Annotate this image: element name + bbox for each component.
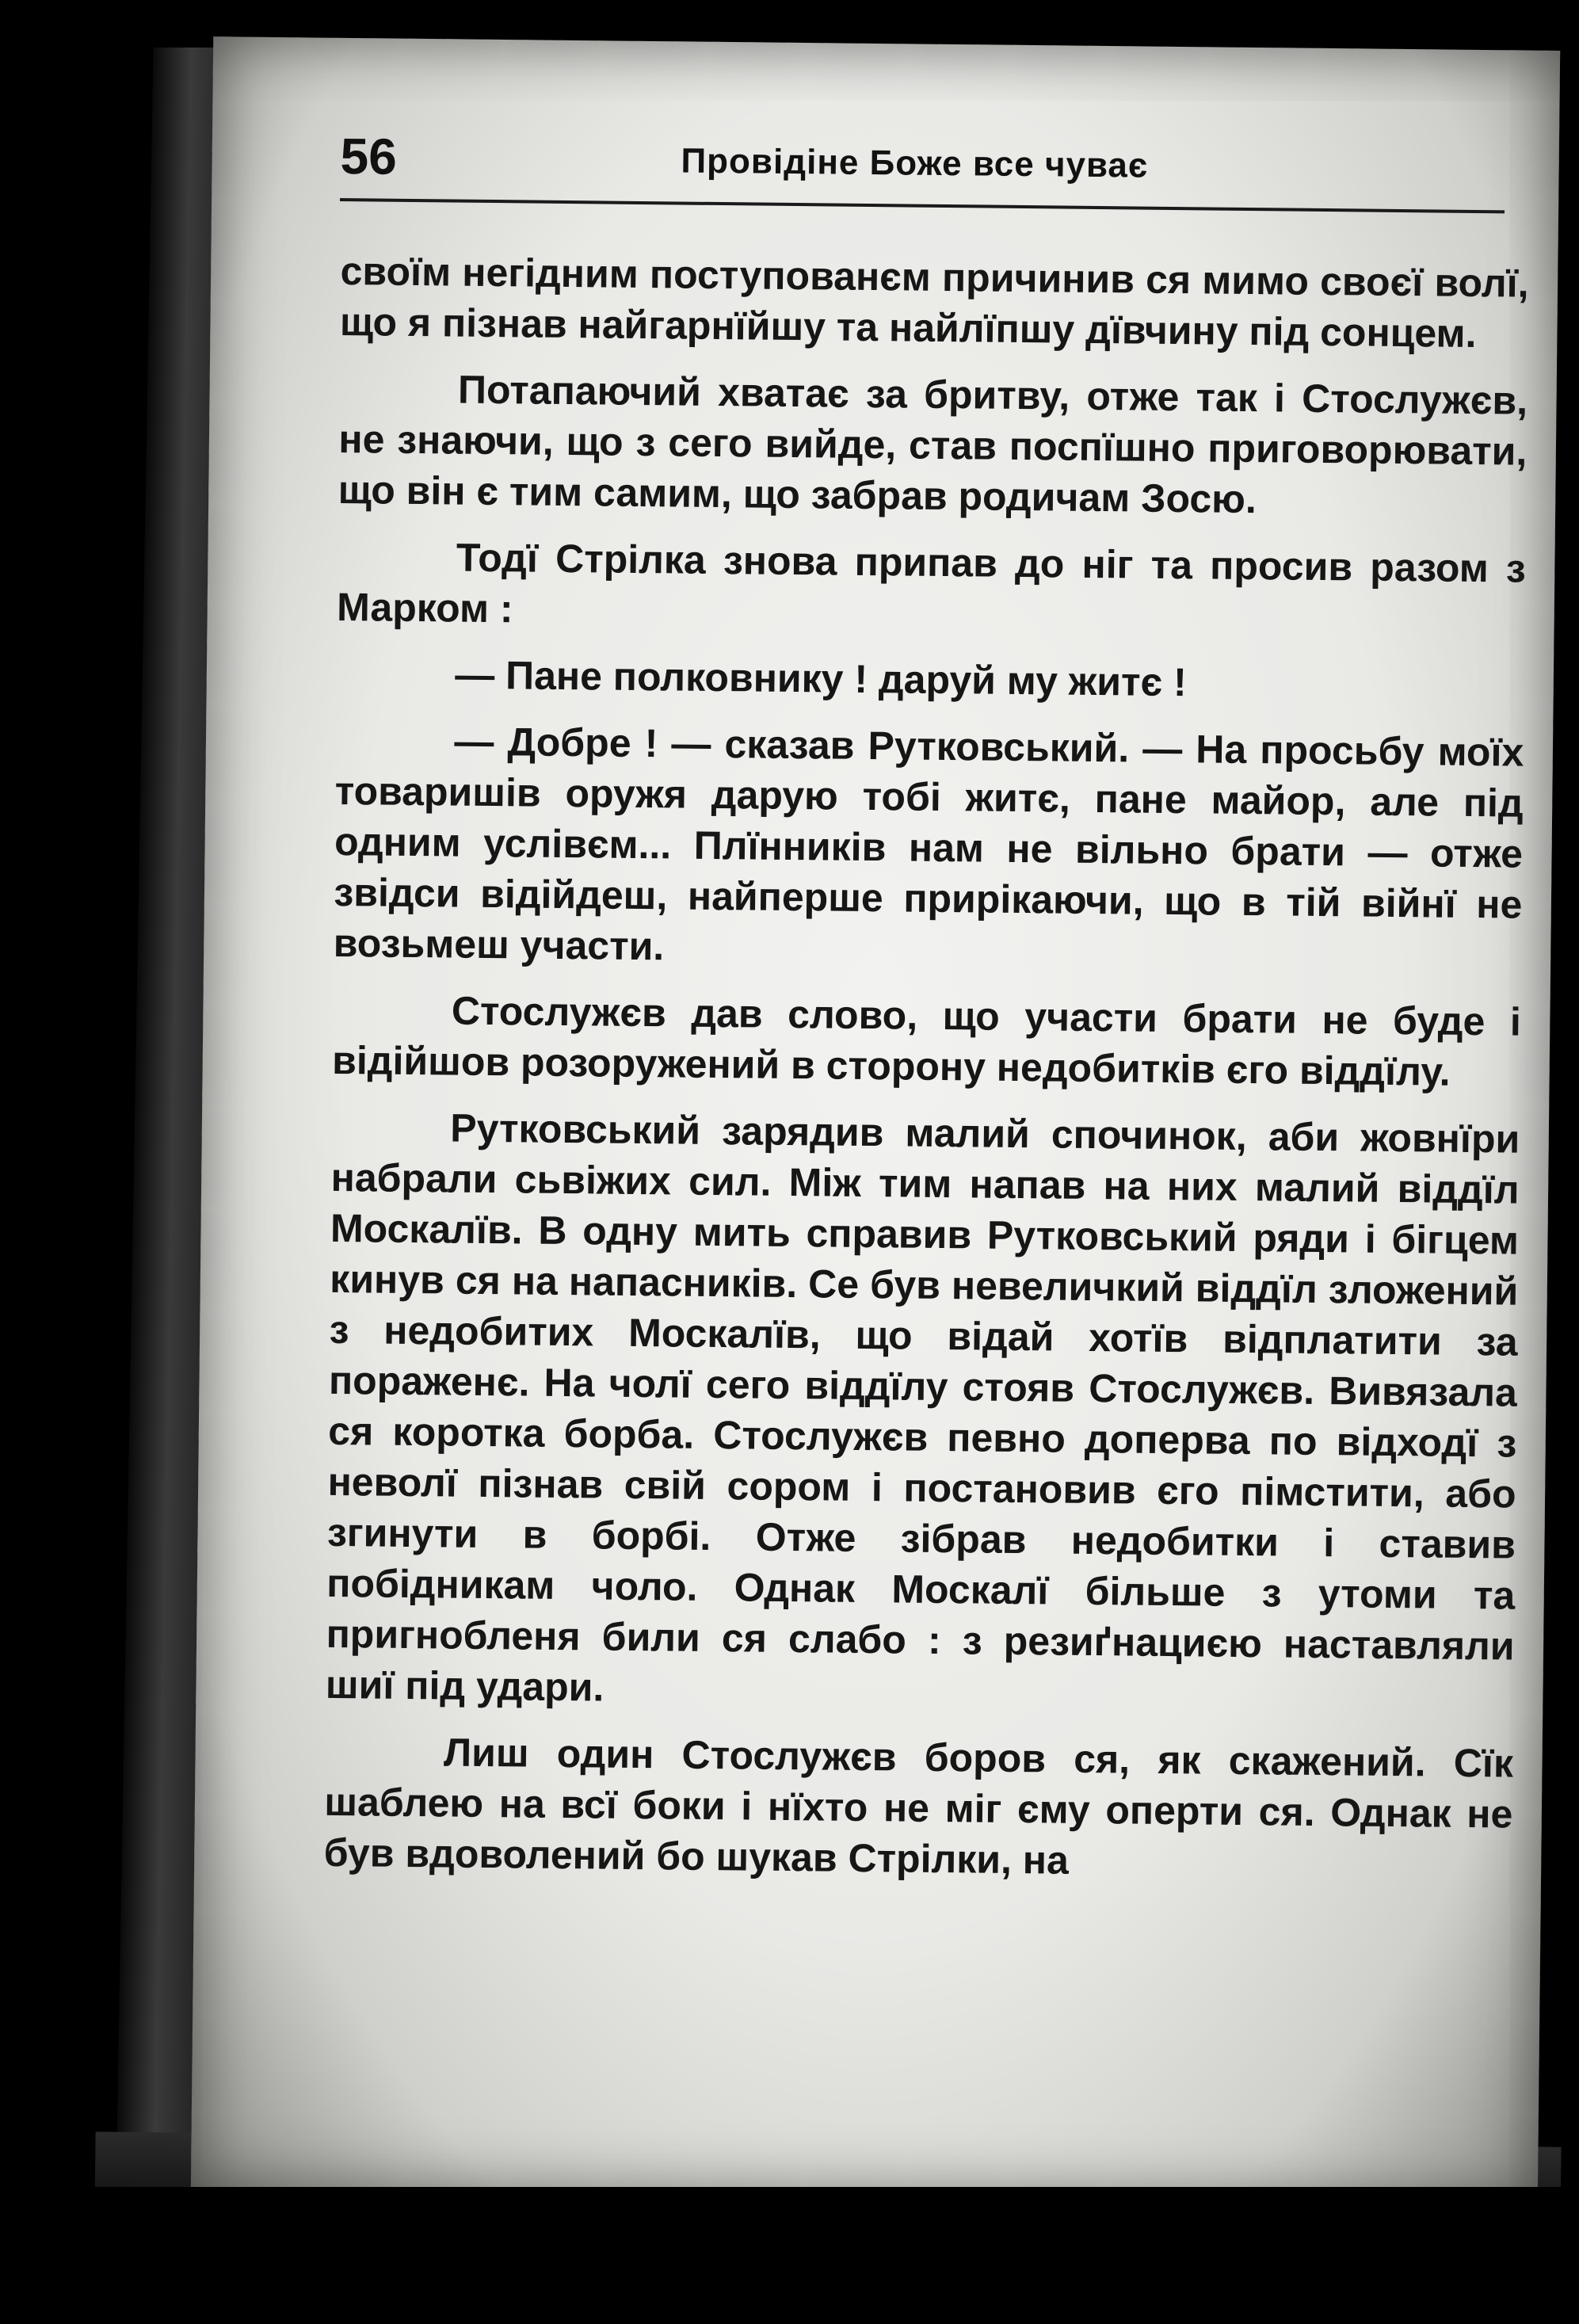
paragraph: Лиш один Стослужєв боров ся, як скажений. Сїк шаблею на всї боки і нїхто не міг єму оперти ся. Однак не був вдоволений бо шукав Стрілки, на [323,1730,1514,1883]
running-head [340,127,1537,214]
dialog-line: — Пане полковнику ! даруй му житє ! [455,652,1187,705]
scan-bottom-margin [0,2187,1579,2324]
paragraph: Тодї Стрілка знова припав до ніг та просив разом з Марком : [336,535,1527,632]
body-text [323,246,1529,1906]
paragraph: Рутковський зарядив малий спочинок, аби жовнїри набрали сьвіжих сил. Між тим напав на них малий віддїл Москалїв. В одну мить справив Рутковський ряди і бігцем кинув ся на напасників. Се був невеличкий віддїл зложений з недобитих Москалїв, що відай хотїв відплатити за пораженє. На чолї сего віддїлу стояв Стослужєв. Вивязала ся коротка борба. Стослужєв певно доперва по відходї з неволї пізнав свій сором і постановив єго пімстити, або згинути в борбі. Отже зібрав недобитки і ставив побідникам чоло. Однак Москалї більше з утоми та пригнобленя били ся слабо : з резиґнациєю наставляли шиї під удари. [325,1105,1520,1710]
page-number: 56 [340,127,398,185]
running-head-rule [340,127,1505,213]
running-title: Провідіне Боже все чуває [681,141,1149,185]
paragraph: Потапаючий хватає за бритву, отже так і Стослужєв, не знаючи, що з сего вийде, став поспїшно приговорювати, що він є тим самим, що забрав родичам Зосю. [338,367,1528,522]
paragraph-continuation: своїм негідним поступованєм причинив ся мимо своєї волї, що я пізнав найгарнїйшу та найлїпшу дївчину під сонцем. [339,248,1529,357]
dialog-line: — Добре ! — сказав Рутковський. — На просьбу моїх товаришів оружя дарую тобі житє, пане майор, але під одним услівєм... Плїнників нам не вільно брати — отже звідси відійдеш, найперше прирікаючи, що в тій війнї не возьмеш участи. [333,719,1524,969]
paragraph: Стослужєв дав слово, що участи брати не буде і відійшов розоружений в сторону недобитків єго віддїлу. [331,988,1522,1094]
